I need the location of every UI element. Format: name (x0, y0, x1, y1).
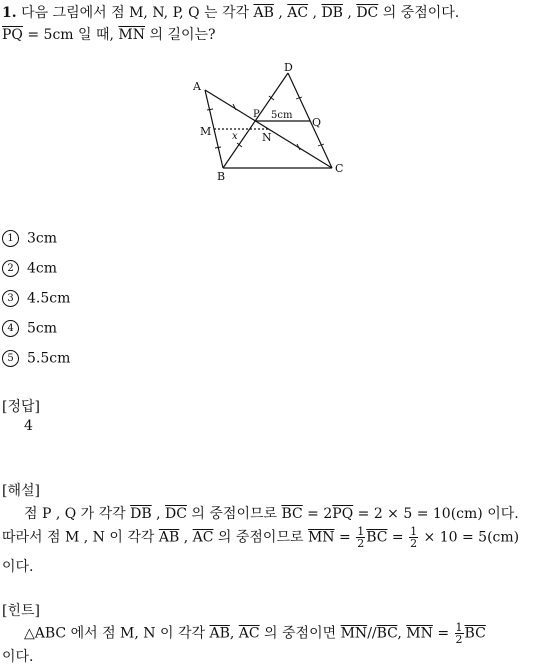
question-line-2 (2, 24, 216, 44)
question-number: 1. (2, 5, 17, 21)
choice-number: 4 (2, 320, 19, 337)
choice-1[interactable] (2, 230, 57, 247)
choice-number: 1 (2, 230, 19, 247)
tick-mark (215, 147, 221, 148)
explanation-text: 의 중점이므로 (186, 506, 282, 522)
answer-value: 4 (24, 418, 33, 434)
explanation-line-3: 이다. (2, 559, 34, 575)
choice-number: 5 (2, 350, 19, 367)
explanation-line-2 (2, 526, 519, 549)
separator: , (229, 625, 239, 642)
hint-text: △ABC 에서 점 M, N 이 각각 (24, 625, 210, 642)
choice-text: 4.5cm (27, 290, 71, 307)
explanation-text: × 10 = 5(cm) (419, 529, 520, 546)
hint-line-2: 이다. (2, 649, 34, 665)
segment-bc: $\overline{BC}$ (376, 625, 398, 642)
choice-number: 3 (2, 290, 19, 307)
pq-length-label: 5cm (271, 110, 293, 121)
segment-ac: $\overline{AC}$ (238, 625, 260, 642)
fraction-numerator: 1 (357, 525, 365, 538)
segment-pq: $\overline{PQ}$ (2, 27, 23, 43)
explanation-text: 의 중점이므로 (213, 529, 308, 546)
question-line-1 (2, 2, 459, 22)
choice-text: 4cm (27, 260, 58, 277)
explanation-text: = 2 (302, 506, 333, 522)
segment-ab: $\overline{AB}$ (209, 625, 230, 642)
label-q: Q (312, 116, 322, 129)
choice-text: 3cm (27, 230, 58, 247)
question-text-end: 의 중점이다. (378, 5, 460, 21)
question-text: 다음 그림에서 점 M, N, P, Q 는 각각 (21, 5, 254, 21)
parallel-symbol: // (367, 625, 377, 642)
separator: , (273, 5, 288, 21)
segment-mn: $\overline{MN}$ (307, 529, 335, 546)
segment-ab: $\overline{AB}$ (158, 529, 180, 546)
label-p: P (253, 109, 260, 120)
label-b: B (217, 170, 226, 183)
segment-ac: $\overline{AC}$ (287, 5, 309, 21)
segment-bc: $\overline{BC}$ (366, 529, 388, 546)
mn-length-label: x (232, 131, 238, 142)
label-m: M (200, 125, 212, 138)
fraction-one-half (455, 622, 464, 645)
choice-text: 5cm (27, 320, 58, 337)
fraction-denominator: 2 (410, 537, 418, 550)
separator: , (342, 5, 357, 21)
segment-db: $\overline{DB}$ (321, 5, 343, 21)
separator: , (151, 506, 166, 522)
explanation-text: 따라서 점 M , N 이 각각 (2, 529, 159, 546)
question-text: = 5cm 일 때, (22, 27, 119, 43)
choice-4[interactable] (2, 320, 57, 337)
fraction-denominator: 2 (357, 537, 365, 550)
fraction-one-half (356, 526, 365, 549)
answer-heading: [정답] (2, 399, 40, 415)
segment-ab: $\overline{AB}$ (253, 5, 274, 21)
fraction-numerator: 1 (455, 621, 463, 634)
segment-pq: $\overline{PQ}$ (332, 506, 354, 522)
segment-dc: $\overline{DC}$ (165, 506, 187, 522)
tick-mark (207, 109, 213, 110)
hint-text: = (432, 625, 454, 642)
explanation-text: = 2 × 5 = 10(cm) 이다. (353, 506, 519, 522)
explanation-text: = (334, 529, 356, 546)
label-a: A (193, 80, 201, 93)
question-text-end: 의 길이는? (145, 27, 216, 43)
segment-mn: $\overline{MN}$ (406, 625, 433, 642)
hint-text: 의 중점이면 (259, 625, 341, 642)
segment-dc: $\overline{DC}$ (356, 5, 379, 21)
choice-5[interactable] (2, 350, 70, 367)
triangle-figure (185, 60, 350, 185)
choice-3[interactable] (2, 290, 70, 307)
explanation-heading: [해설] (2, 483, 40, 499)
label-d: D (284, 61, 293, 74)
segment-mn: $\overline{MN}$ (340, 625, 368, 642)
label-c: C (335, 162, 344, 175)
separator: , (397, 625, 407, 642)
separator: , (179, 529, 193, 546)
fraction-numerator: 1 (410, 525, 418, 538)
explanation-text: 점 P , Q 가 각각 (24, 506, 131, 522)
choice-number: 2 (2, 260, 19, 277)
segment-ac: $\overline{AC}$ (192, 529, 214, 546)
explanation-line-1 (24, 503, 519, 523)
label-n: N (262, 131, 272, 144)
separator: , (308, 5, 322, 21)
hint-line-1 (24, 622, 486, 645)
explanation-text: = (387, 529, 409, 546)
segment-bc: $\overline{BC}$ (281, 506, 303, 522)
choice-2[interactable] (2, 260, 57, 277)
fraction-denominator: 2 (455, 633, 463, 646)
segment-mn: $\overline{MN}$ (118, 27, 146, 43)
fraction-one-half (409, 526, 418, 549)
hint-heading: [힌트] (2, 603, 40, 619)
segment-db: $\overline{DB}$ (130, 506, 152, 522)
segment-bc: $\overline{BC}$ (464, 625, 486, 642)
choice-text: 5.5cm (27, 350, 71, 367)
